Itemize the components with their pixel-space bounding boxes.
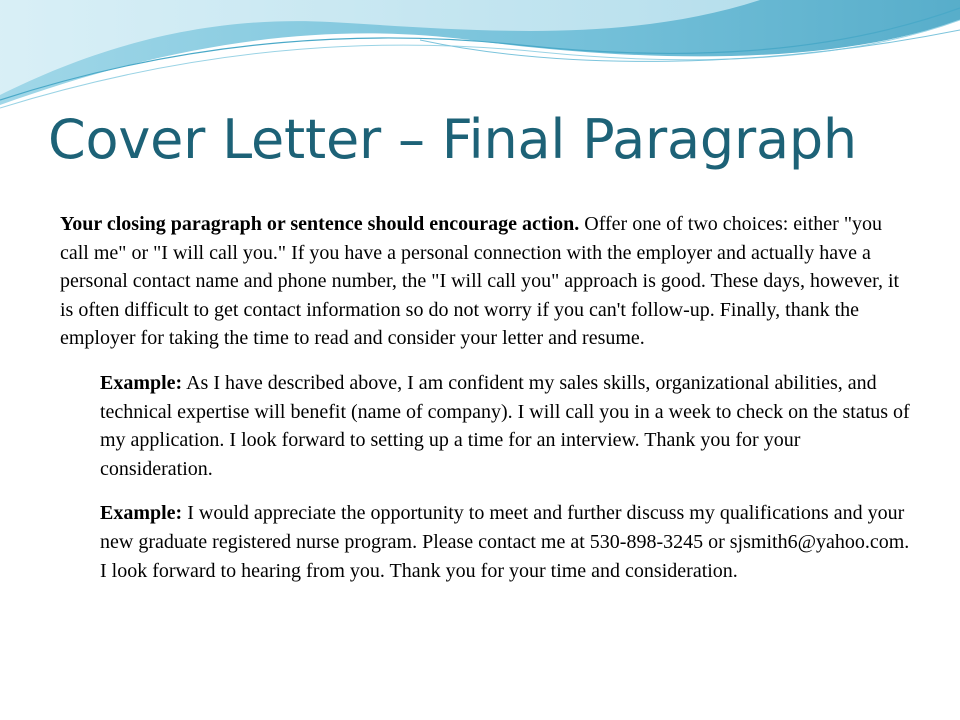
header-wave-decoration [0,0,960,120]
slide-body [60,210,910,601]
example-text-2: I would appreciate the opportunity to meet and further discuss my qualifications and your new graduate registered nurse program. Please contact me at 530-898-3245 or sjsmith6@yahoo.com. I look forward to hearing from you. Thank you for your time and consideration. [100,502,910,582]
example-label-2: Example: [100,502,183,525]
intro-paragraph [60,210,910,353]
intro-lead: Your closing paragraph or sentence should encourage action. [60,213,580,235]
intro-text: Offer one of two choices: either "you call me" or "I will call you." If you have a personal connection with the employer and actually have a personal contact name and phone number, the "I will call you" approach is good. These days, however, it is often difficult to get contact information so do not worry if you can't follow-up. Finally, thank the employer for taking the time to read and consider your letter and resume. [60,213,900,350]
example-label-1: Example: [100,371,183,394]
example-paragraph-1 [100,369,910,483]
example-paragraph-2 [100,499,910,585]
slide-title: Cover Letter – Final Paragraph [48,108,857,171]
example-text-1: As I have described above, I am confident my sales skills, organizational abilities, and technical expertise will benefit (name of company). I will call you in a week to check on the status of my application. I look forward to setting up a time for an interview. Thank you for your consideration. [100,371,910,480]
